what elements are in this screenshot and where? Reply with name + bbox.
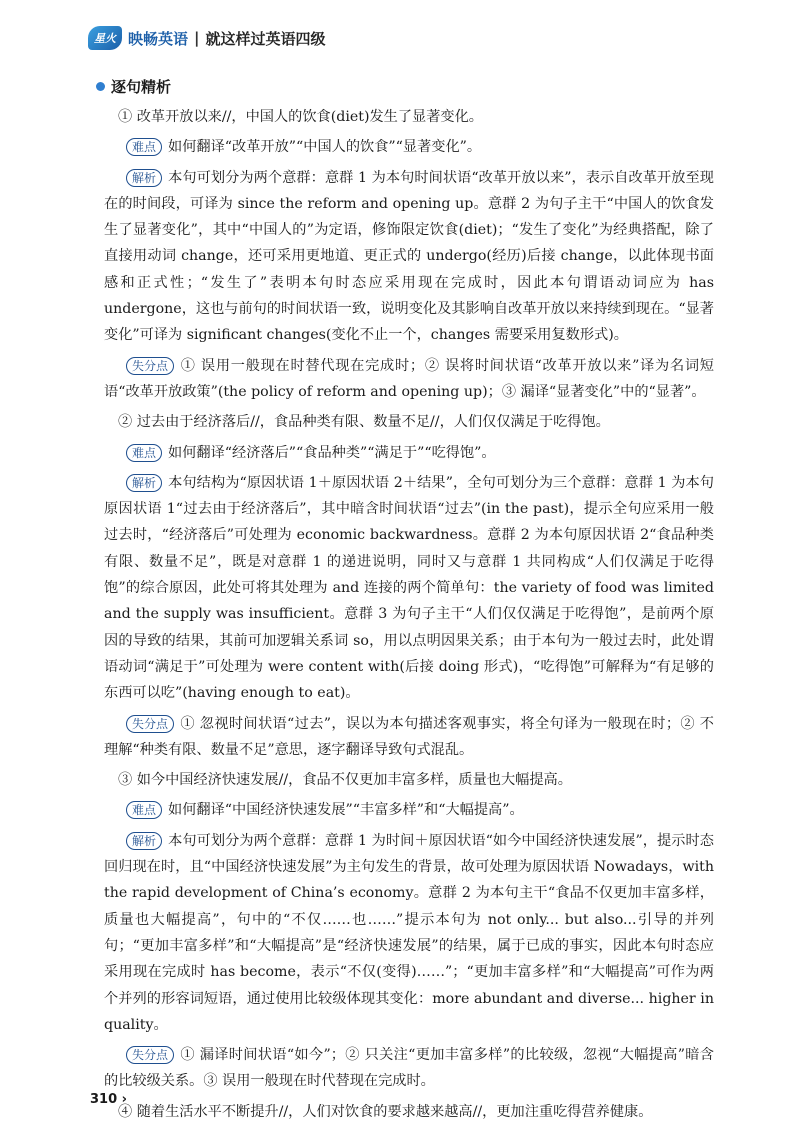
difficulty-text: 如何翻译“经济落后”“食品种类”“满足于”“吃得饱”。 bbox=[168, 444, 496, 461]
analysis-2 bbox=[104, 470, 714, 707]
book-title: 就这样过英语四级 bbox=[205, 29, 326, 48]
page-arrow-icon: › bbox=[121, 1092, 128, 1107]
running-header bbox=[88, 26, 326, 50]
analysis-text: 本句可划分为两个意群：意群 1 为时间＋原因状语“如今中国经济快速发展”，提示时态回归现在时，且“中国经济快速发展”为主句发生的背景，故可处理为原因状语 Nowadays，with the rapid development of China’s economy。意群 2 为本句主干“食品不仅更加丰富多样，质量也大幅提高”，句中的“不仅……也……”提示本句为 not only... but also...引导的并列句；“更加丰富多样”和“大幅提高”是“经济快速发展”的结果，属于已成的事实，因此本句时态应采用现在完成时 has become，表示“不仅(变得)……”；“更加丰富多样”和“大幅提高”可作为两个并列的形容词短语，通过使用比较级体现其变化：more abundant and diverse... higher in quality。 bbox=[104, 832, 714, 1033]
section-heading bbox=[96, 76, 171, 97]
sentence-3: ③ 如今中国经济快速发展//，食品不仅更加丰富多样，质量也大幅提高。 bbox=[118, 772, 572, 789]
analysis-1 bbox=[104, 165, 714, 349]
header-separator: | bbox=[194, 29, 200, 47]
mistakes-2 bbox=[104, 711, 714, 764]
mistakes-text: ① 漏译时间状语“如今”；② 只关注“更加丰富多样”的比较级，忽视“大幅提高”暗含的比较级关系。③ 误用一般现在时代替现在完成时。 bbox=[104, 1047, 714, 1090]
bullet-dot-icon bbox=[96, 82, 105, 91]
sentence-2: ② 过去由于经济落后//，食品种类有限、数量不足//，人们仅仅满足于吃得饱。 bbox=[118, 414, 610, 431]
difficulty-2 bbox=[104, 440, 714, 466]
mistakes-tag: 失分点 bbox=[126, 357, 174, 375]
sentence-4: ④ 随着生活水平不断提升//，人们对饮食的要求越来越高//，更加注重吃得营养健康。 bbox=[118, 1103, 653, 1120]
analysis-text: 本句结构为“原因状语 1＋原因状语 2＋结果”，全句可划分为三个意群：意群 1 为本句原因状语 1“过去由于经济落后”，其中暗含时间状语“过去”(in the past)，提示全句应采用一般过去时，“经济落后”可处理为 economic backwardness。意群 2 为本句原因状语 2“食品种类有限、数量不足”，既是对意群 1 的递进说明，同时又与意群 1 共同构成“人们仅满足于吃得饱”的综合原因，此处可将其处理为 and 连接的两个简单句：the variety of food was limited and the supply was insufficient。意群 3 为句子主干“人们仅仅满足于吃得饱”，是前两个原因的导致的结果，其前可加逻辑关系词 so，用以点明因果关系；由于本句为一般过去时，此处谓语动词“满足于”可处理为 were content with(后接 doing 形式)，“吃得饱”可解释为“有足够的东西可以吃”(having enough to eat)。 bbox=[104, 474, 714, 702]
mistakes-tag: 失分点 bbox=[126, 715, 174, 733]
analysis-tag: 解析 bbox=[126, 169, 162, 187]
page-content bbox=[104, 104, 714, 1129]
mistakes-tag: 失分点 bbox=[126, 1046, 174, 1064]
mistakes-1 bbox=[104, 353, 714, 406]
analysis-tag: 解析 bbox=[126, 474, 162, 492]
page-number: 310 bbox=[90, 1092, 118, 1107]
analysis-3 bbox=[104, 828, 714, 1038]
mistakes-text: ① 忽视时间状语“过去”，误以为本句描述客观事实，将全句译为一般现在时；② 不理解“种类有限、数量不足”意思，逐字翻译导致句式混乱。 bbox=[104, 715, 714, 758]
difficulty-text: 如何翻译“改革开放”“中国人的饮食”“显著变化”。 bbox=[168, 139, 482, 156]
section-title: 逐句精析 bbox=[111, 78, 172, 96]
difficulty-tag: 难点 bbox=[126, 138, 162, 156]
analysis-tag: 解析 bbox=[126, 832, 162, 850]
difficulty-3 bbox=[104, 797, 714, 823]
mistakes-text: ① 误用一般现在时替代现在完成时；② 误将时间状语“改革开放以来”译为名词短语“改革开放政策”(the policy of reform and opening up)；③ 漏译“显著变化”中的“显著”。 bbox=[104, 357, 714, 400]
difficulty-tag: 难点 bbox=[126, 801, 162, 819]
brand-name: 映畅英语 bbox=[128, 29, 189, 48]
sentence-1: ① 改革开放以来//，中国人的饮食(diet)发生了显著变化。 bbox=[118, 109, 483, 125]
mistakes-3 bbox=[104, 1042, 714, 1095]
page-footer bbox=[90, 1092, 127, 1107]
analysis-text: 本句可划分为两个意群：意群 1 为本句时间状语“改革开放以来”，表示自改革开放至现在的时间段，可译为 since the reform and opening up。意群 2 为句子主干“中国人的饮食发生了显著变化”，其中“中国人的”为定语，修饰限定饮食(diet)；“发生了变化”为经典搭配，除了直接用动词 change，还可采用更地道、更正式的 undergo(经历)后接 change，以此体现书面感和正式性；“发生了”表明本句时态应采用现在完成时，因此本句谓语动词应为 has undergone，这也与前句的时间状语一致，说明变化及其影响自改革开放以来持续到现在。“显著变化”可译为 significant changes(变化不止一个，changes 需要采用复数形式)。 bbox=[104, 169, 714, 344]
difficulty-text: 如何翻译“中国经济快速发展”“丰富多样”和“大幅提高”。 bbox=[168, 802, 524, 819]
publisher-logo: 星火 bbox=[88, 26, 122, 50]
difficulty-1 bbox=[104, 134, 714, 160]
difficulty-tag: 难点 bbox=[126, 444, 162, 462]
